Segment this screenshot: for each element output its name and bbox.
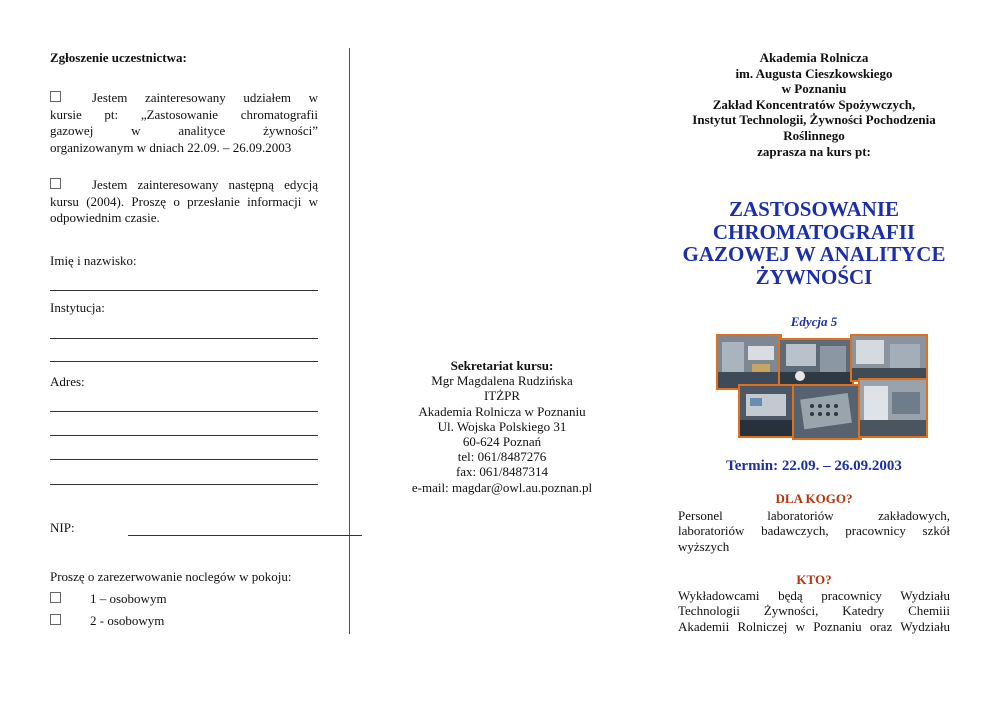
registration-title: Zgłoszenie uczestnictwa: — [50, 50, 187, 65]
institution-input-line-2[interactable] — [50, 361, 318, 362]
room-double-label: 2 - osobowym — [90, 613, 165, 628]
cover-panel — [678, 0, 950, 701]
for-whom-text — [678, 508, 950, 554]
institution-input-line-1[interactable] — [50, 338, 318, 339]
nip-input-line[interactable] — [128, 535, 362, 536]
secretariat-fax: fax: 061/8487314 — [455, 464, 549, 480]
lab-photo-4 — [738, 384, 796, 438]
for-whom-line3: wyższych — [678, 538, 730, 554]
secretariat-name: Mgr Magdalena Rudzińska — [431, 373, 573, 389]
lab-photo-3 — [850, 334, 928, 382]
fold-divider — [349, 48, 350, 634]
institution-label: Instytucja: — [50, 300, 105, 315]
room-single-checkbox[interactable] — [50, 592, 61, 603]
option-attend — [50, 90, 318, 156]
option-attend-line2: kursie pt: „Zastosowanie chromatografii — [50, 106, 318, 122]
course-title-line3: GAZOWEJ W ANALITYCE — [682, 242, 946, 266]
address-input-line-1[interactable] — [50, 411, 318, 412]
organizer-line5: Instytut Technologii, Żywności Pochodzenia — [692, 112, 936, 128]
who-line3: Akademii Rolniczej w Poznaniu oraz Wydziału — [678, 618, 950, 634]
course-term: Termin: 22.09. – 26.09.2003 — [726, 458, 902, 474]
organizer-line6: Roślinnego — [783, 127, 845, 143]
lab-photo-5 — [792, 384, 862, 440]
lab-photo-2 — [778, 338, 854, 390]
attend-checkbox[interactable] — [50, 91, 61, 102]
next-edition-checkbox[interactable] — [50, 178, 61, 189]
course-title — [678, 198, 950, 288]
name-label: Imię i nazwisko: — [50, 253, 137, 268]
course-title-line2: CHROMATOGRAFII — [712, 219, 916, 244]
secretariat-city: 60-624 Poznań — [462, 434, 542, 450]
option-attend-line4: organizowanym w dniach 22.09. – 26.09.2003 — [50, 139, 292, 155]
lab-photo-6 — [858, 378, 928, 438]
course-title-line4: ŻYWNOŚCI — [755, 264, 873, 289]
secretariat-tel: tel: 061/8487276 — [457, 449, 547, 465]
secretariat-institution: Akademia Rolnicza w Poznaniu — [418, 403, 586, 419]
for-whom-line1: Personel laboratoriów zakładowych, — [678, 508, 950, 523]
who-text — [678, 588, 950, 634]
organizer-line7: zaprasza na kurs pt: — [757, 143, 871, 159]
edition-label: Edycja 5 — [790, 314, 838, 329]
secretariat-heading: Sekretariat kursu: — [450, 358, 554, 373]
room-single-option[interactable] — [50, 591, 167, 607]
option-next-line2: kursu (2004). Proszę o przesłanie informacji w — [50, 193, 318, 209]
option-next-edition — [50, 177, 318, 227]
option-attend-line1: Jestem zainteresowany udziałem w — [92, 90, 318, 105]
name-input-line[interactable] — [50, 290, 318, 291]
secretariat-panel — [352, 0, 652, 701]
nip-label: NIP: — [50, 520, 75, 535]
organizer-line1: Akademia Rolnicza — [759, 50, 869, 65]
who-line1: Wykładowcami będą pracownicy Wydziału — [678, 588, 950, 603]
secretariat-email: e-mail: magdar@owl.au.poznan.pl — [411, 479, 593, 495]
address-input-line-2[interactable] — [50, 435, 318, 436]
room-double-checkbox[interactable] — [50, 614, 61, 625]
course-title-line1: ZASTOSOWANIE — [728, 197, 899, 221]
for-whom-heading: DLA KOGO? — [775, 491, 853, 506]
registration-panel — [50, 0, 318, 701]
accommodation-label: Proszę o zarezerwowanie noclegów w pokoju: — [50, 569, 292, 584]
room-double-option[interactable] — [50, 613, 165, 629]
room-single-label: 1 – osobowym — [90, 591, 167, 606]
address-input-line-3[interactable] — [50, 459, 318, 460]
option-next-line1: Jestem zainteresowany następną edycją — [92, 177, 318, 192]
lab-photo-1 — [716, 334, 782, 390]
for-whom-line2: laboratoriów badawczych, pracownicy szkół — [678, 523, 950, 539]
lab-photo-collage — [716, 334, 928, 440]
option-next-line3: odpowiednim czasie. — [50, 210, 160, 225]
organizer-block — [678, 50, 950, 159]
secretariat-street: Ul. Wojska Polskiego 31 — [437, 418, 567, 434]
secretariat-unit: ITŻPR — [483, 388, 521, 404]
secretariat-block — [352, 358, 652, 495]
organizer-line4: Zakład Koncentratów Spożywczych, — [712, 96, 916, 112]
who-line2: Technologii Żywności, Katedry Chemiii — [678, 603, 950, 619]
option-attend-line3: gazowej w analityce żywności” — [50, 123, 318, 138]
organizer-line2: im. Augusta Cieszkowskiego — [735, 65, 893, 81]
who-heading: KTO? — [796, 572, 832, 587]
organizer-line3: w Poznaniu — [781, 81, 847, 97]
address-input-line-4[interactable] — [50, 484, 318, 485]
address-label: Adres: — [50, 374, 85, 389]
